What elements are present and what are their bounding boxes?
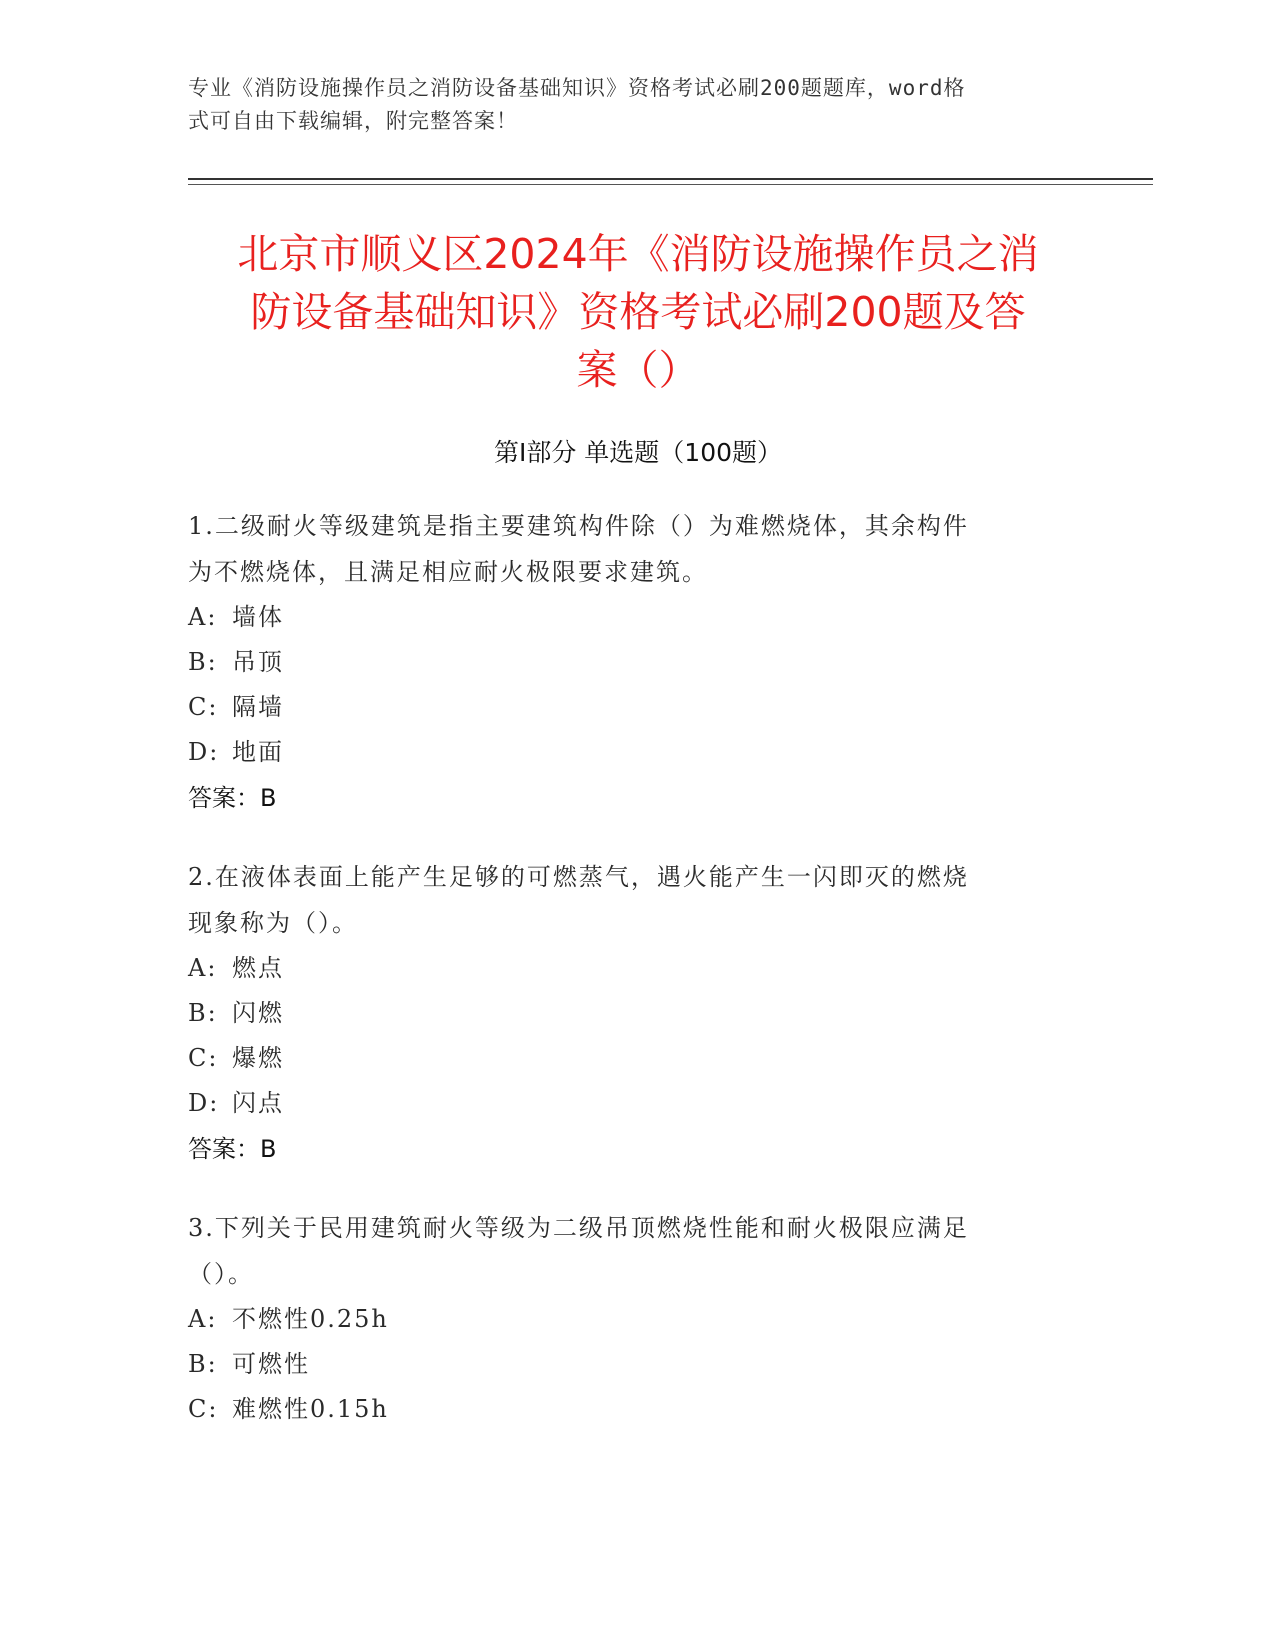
title-line2: 防设备基础知识》资格考试必刷200题及答 — [250, 288, 1026, 336]
option-text: 不燃性0.25h — [232, 1305, 389, 1333]
answer-label: 答案：B — [188, 1135, 277, 1163]
option-letter: B: — [188, 999, 218, 1027]
question-stem-line1: 1.二级耐火等级建筑是指主要建筑构件除（）为难燃烧体，其余构件 — [188, 512, 969, 540]
question-2 — [188, 854, 1068, 1172]
option-letter: A: — [188, 954, 218, 982]
question-stem-line2: 为不燃烧体，且满足相应耐火极限要求建筑。 — [188, 558, 708, 586]
option-text: 爆燃 — [232, 1044, 284, 1072]
header-note-line1: 专业《消防设施操作员之消防设备基础知识》资格考试必刷200题题库，word格 — [188, 76, 966, 100]
option-letter: D: — [188, 738, 220, 766]
option-a — [188, 1297, 1068, 1342]
question-stem-line2: 现象称为（）。 — [188, 909, 358, 937]
option-b — [188, 1342, 1068, 1387]
option-text: 吊顶 — [232, 648, 284, 676]
option-text: 地面 — [232, 738, 284, 766]
option-text: 隔墙 — [232, 693, 284, 721]
option-b — [188, 640, 1068, 685]
header-note — [188, 72, 1088, 138]
option-c — [188, 685, 1068, 730]
title-line3: 案（） — [576, 346, 700, 394]
option-letter: D: — [188, 1089, 220, 1117]
option-text: 燃点 — [232, 954, 284, 982]
option-d — [188, 1081, 1068, 1126]
option-b — [188, 991, 1068, 1036]
section-heading: 第Ⅰ部分 单选题（100题） — [493, 438, 783, 467]
question-stem — [188, 1205, 1068, 1297]
option-c — [188, 1387, 1068, 1432]
option-text: 闪点 — [232, 1089, 284, 1117]
option-letter: C: — [188, 1044, 219, 1072]
question-stem-line1: 2.在液体表面上能产生足够的可燃蒸气，遇火能产生一闪即灭的燃烧 — [188, 863, 969, 891]
header-note-line2: 式可自由下载编辑，附完整答案！ — [188, 109, 518, 133]
header-rule-thin — [188, 184, 1153, 185]
option-a — [188, 595, 1068, 640]
option-text: 墙体 — [232, 603, 284, 631]
option-letter: B: — [188, 1350, 218, 1378]
option-text: 难燃性0.15h — [232, 1395, 389, 1423]
question-3 — [188, 1205, 1068, 1432]
option-c — [188, 1036, 1068, 1081]
option-text: 可燃性 — [232, 1350, 310, 1378]
option-d — [188, 730, 1068, 775]
document-title — [188, 225, 1088, 399]
answer-label: 答案：B — [188, 784, 277, 812]
question-stem — [188, 854, 1068, 946]
question-stem-line2: （）。 — [188, 1260, 254, 1288]
header-rule-thick — [188, 178, 1153, 180]
option-letter: A: — [188, 1305, 218, 1333]
question-1 — [188, 503, 1068, 821]
option-letter: A: — [188, 603, 218, 631]
option-letter: B: — [188, 648, 218, 676]
question-stem — [188, 503, 1068, 595]
option-a — [188, 946, 1068, 991]
option-letter: C: — [188, 1395, 219, 1423]
title-line1: 北京市顺义区2024年《消防设施操作员之消 — [237, 230, 1039, 278]
option-text: 闪燃 — [232, 999, 284, 1027]
question-stem-line1: 3.下列关于民用建筑耐火等级为二级吊顶燃烧性能和耐火极限应满足 — [188, 1214, 969, 1242]
option-letter: C: — [188, 693, 219, 721]
